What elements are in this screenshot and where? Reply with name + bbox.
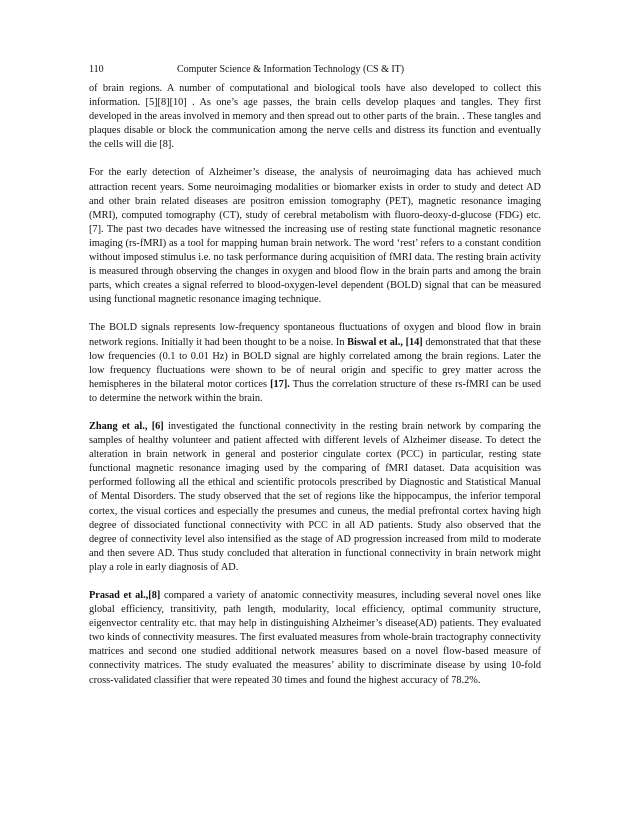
paragraph-text: investigated the functional connectivity in the resting brain network by comparing the samples of healthy volunteer and patient affected with different levels of Alzheimer disease. To detect the alteration in brain network in general and posterior cingulate cortex (PCC) in particular, resting state functional magnetic resonance imaging used by the comparing of fMRI dataset. Data acquisition was performed following all the ethical and scientific protocols prescribed by Diagnostic and Statistical Manual of Mental Disorders. The study observed that the set of regions like the hippocampus, the inferior temporal cortex, the visual cortices and especially the presumes and cuneus, the medial prefrontal cortex having high degree of dissociated functional connectivity with PCC in all AD patients. Study also observed that the degree of connectivity level also intensified as the stage of AD progression increased from mild to moderate and then severe AD. Thus study concluded that alteration in functional connectivity in brain network might play a role in early diagnosis of AD. xyxy=(89,420,541,573)
citation-zhang: Zhang et al., [6] xyxy=(89,420,164,432)
paragraph-brain-regions xyxy=(89,82,541,152)
paragraph-prasad xyxy=(89,589,541,688)
paragraph-text: compared a variety of anatomic connectivity measures, including several novel ones like global efficiency, transitivity, path length, modularity, local efficiency, optimal community structure, eigenvector centrality etc. that may help in distinguishing Alzheimer’s disease(AD) patients. They evaluated two kinds of connectivity measures. The first evaluated measures from whole-brain tractography connectivity matrices and second one studied additional network measures based on a novel flow-based measure of connectivity matrices. The study evaluated the measures’ ability to discriminate disease by using 10-fold cross-validated classifier that were repeated 30 times and found the highest accuracy of 78.2%. xyxy=(89,590,542,686)
citation-prasad: Prasad et al.,[8] xyxy=(89,590,161,601)
journal-title: Computer Science & Information Technology (CS & IT) xyxy=(177,64,405,75)
paragraph-text: Thus the correlation structure of these rs-fMRI can be used to determine the network within the brain. xyxy=(89,378,541,404)
paragraph-text: For the early detection of Alzheimer’s disease, the analysis of neuroimaging data has achieved much attraction recent years. Some neuroimaging modalities or biomarker exists in order to study and detect AD and other brain related diseases are positron emission tomography (PET), magnetic resonance imaging (MRI), computed tomography (CT), study of cerebral metabolism with fluoro-deoxy-d-glucose (FDG) etc. [7]. The past two decades have witnessed the increasing use of resting state functional magnetic resonance imaging (rs-fMRI) as a tool for mapping human brain network. The word ‘rest’ refers to a constant condition without imposed stimulus i.e. no task performance during acquisition of fMRI data. The resting brain activity is measured through observing the changes in oxygen and blood flow in the brain parts and among the brain parts, which creates a signal referred to blood-oxygen-level dependent (BOLD) signal that can be measured using functional magnetic resonance imaging technique. xyxy=(89,167,541,306)
paragraph-early-detection xyxy=(89,166,541,307)
citation-biswal: Biswal et al., [14] xyxy=(347,336,423,348)
running-header xyxy=(89,62,541,78)
paragraph-text: of brain regions. A number of computational and biological tools have also developed to collect this information. [5][8][10] . As one’s age passes, the brain cells develop plaques and tangles. They first developed in the areas involved in memory and then spread out to other parts of the brain. . These tangles and plaques disable or block the communication among the nerve cells and distress its function and eventually the cells will die [8]. xyxy=(89,83,541,151)
page-number: 110 xyxy=(89,64,104,75)
citation-17: [17]. xyxy=(270,378,290,390)
paragraph-zhang xyxy=(89,420,541,575)
paragraph-text: The BOLD signals represents low-frequency spontaneous fluctuations of oxygen and blood flow in brain network regions. Initially it had been thought to be a noise. In xyxy=(89,322,541,348)
paper-page xyxy=(89,62,541,702)
paragraph-bold-signals xyxy=(89,321,541,406)
paragraph-text: demonstrated that that these low frequencies (0.1 to 0.01 Hz) in BOLD signal are highly correlated among the brain regions. Later the low frequency fluctuations were shown to be of neural origin and specific to grey matter across the hemispheres in the bilateral motor cortices xyxy=(89,336,541,390)
